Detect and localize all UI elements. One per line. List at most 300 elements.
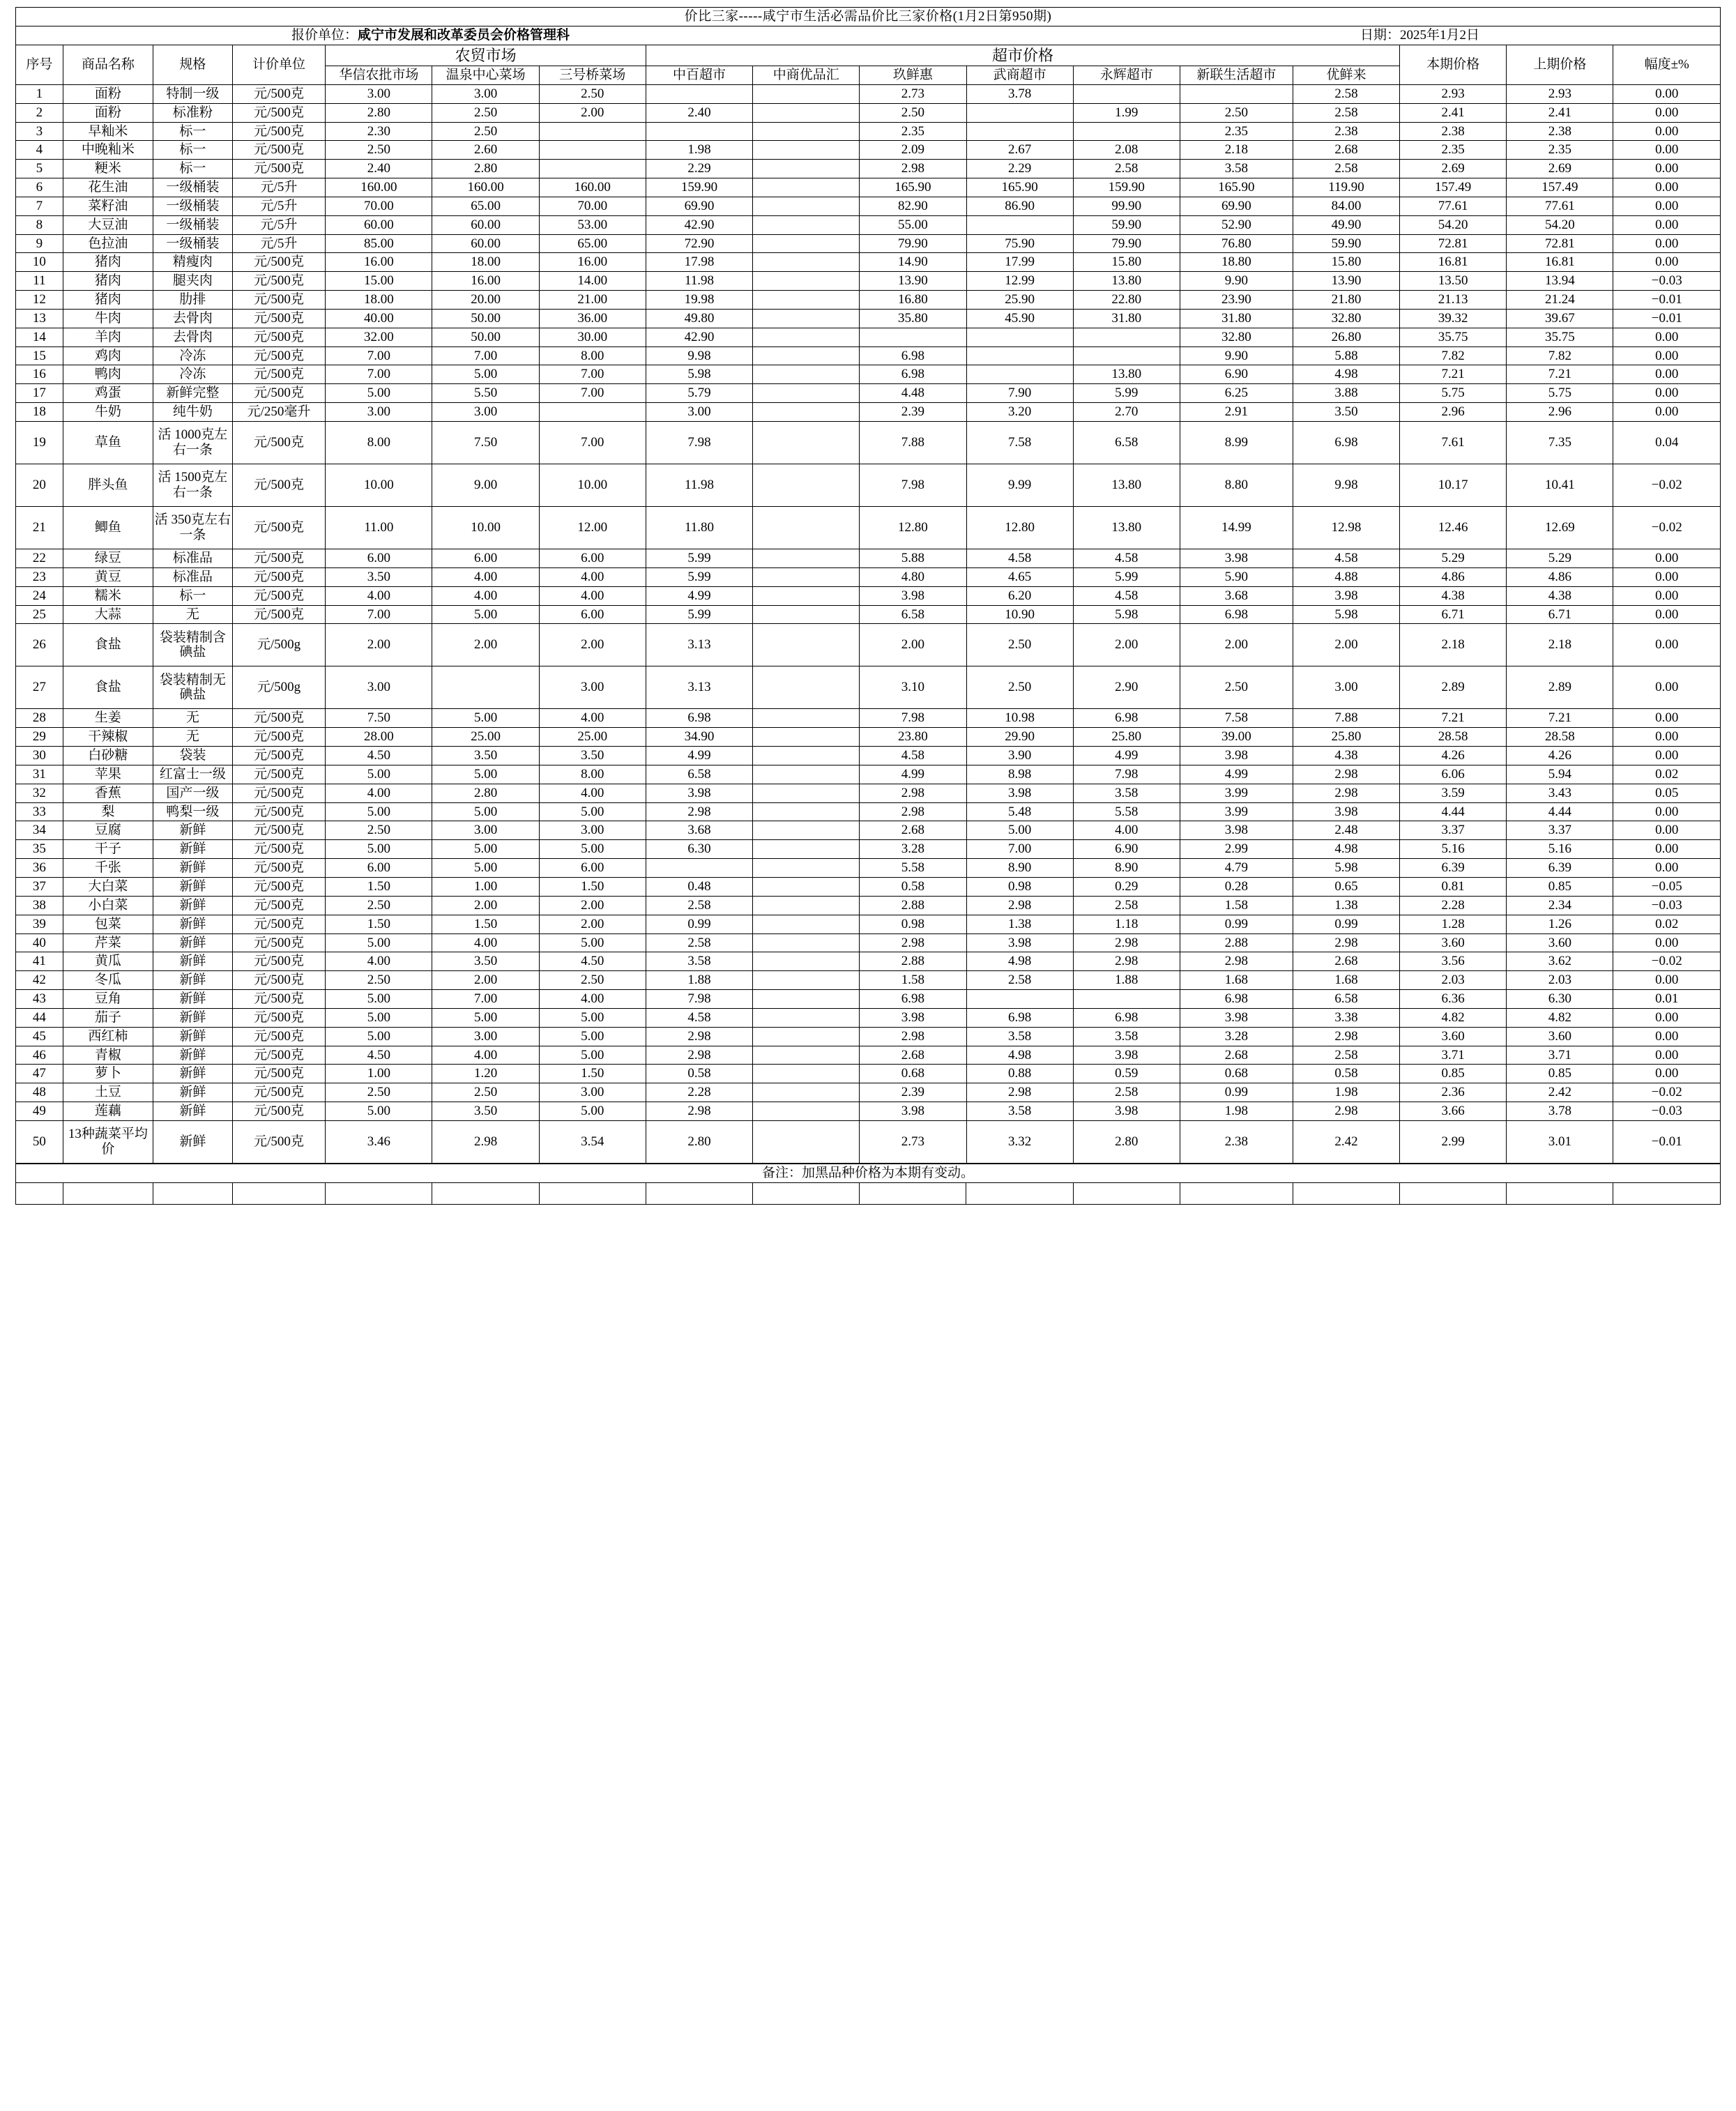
cell-price-vendor-6: 7.00 <box>966 840 1073 859</box>
cell-price-vendor-6: 3.20 <box>966 403 1073 422</box>
cell-price-vendor-7: 8.90 <box>1073 859 1180 878</box>
cell-previous-price: 72.81 <box>1507 234 1613 253</box>
table-row <box>16 1102 1721 1121</box>
cell-index: 39 <box>16 915 63 933</box>
cell-price-vendor-5: 5.58 <box>860 859 966 878</box>
cell-price-vendor-4 <box>753 859 860 878</box>
cell-price-vendor-3: 3.98 <box>646 784 752 802</box>
cell-current-price: 0.85 <box>1400 1065 1507 1083</box>
cell-price-vendor-2: 30.00 <box>539 328 646 346</box>
cell-price-vendor-6: 6.98 <box>966 1008 1073 1027</box>
cell-price-vendor-1: 10.00 <box>432 507 539 549</box>
cell-spec: 新鲜 <box>153 1046 232 1065</box>
cell-price-vendor-5: 12.80 <box>860 507 966 549</box>
cell-index: 49 <box>16 1102 63 1121</box>
cell-unit: 元/500克 <box>232 952 326 971</box>
cell-price-vendor-3: 2.58 <box>646 896 752 915</box>
cell-price-vendor-3 <box>646 84 752 103</box>
cell-price-vendor-5: 4.80 <box>860 567 966 586</box>
cell-unit: 元/500克 <box>232 160 326 178</box>
header-vendor-9: 优鲜来 <box>1293 66 1399 84</box>
table-row <box>16 422 1721 464</box>
cell-current-price: 3.56 <box>1400 952 1507 971</box>
cell-price-vendor-5: 4.58 <box>860 747 966 765</box>
cell-price-vendor-3: 0.48 <box>646 877 752 896</box>
cell-price-vendor-2: 3.50 <box>539 747 646 765</box>
cell-index: 31 <box>16 765 63 784</box>
cell-change-rate: 0.00 <box>1613 747 1721 765</box>
cell-price-vendor-2: 4.00 <box>539 709 646 728</box>
table-row <box>16 384 1721 403</box>
cell-spec: 标一 <box>153 141 232 160</box>
cell-change-rate: 0.00 <box>1613 624 1721 666</box>
cell-price-vendor-8: 8.99 <box>1180 422 1293 464</box>
cell-price-vendor-6: 7.58 <box>966 422 1073 464</box>
cell-price-vendor-0: 5.00 <box>326 802 432 821</box>
cell-price-vendor-7: 1.88 <box>1073 971 1180 990</box>
cell-price-vendor-6 <box>966 215 1073 234</box>
cell-price-vendor-2: 3.54 <box>539 1120 646 1163</box>
cell-price-vendor-1: 2.98 <box>432 1120 539 1163</box>
cell-change-rate: 0.00 <box>1613 567 1721 586</box>
cell-price-vendor-2: 1.50 <box>539 877 646 896</box>
cell-price-vendor-0: 5.00 <box>326 765 432 784</box>
cell-current-price: 77.61 <box>1400 197 1507 215</box>
cell-price-vendor-2: 5.00 <box>539 933 646 952</box>
cell-spec: 新鲜 <box>153 1008 232 1027</box>
cell-price-vendor-7: 6.98 <box>1073 1008 1180 1027</box>
cell-price-vendor-2: 70.00 <box>539 197 646 215</box>
cell-spec: 纯牛奶 <box>153 403 232 422</box>
cell-price-vendor-9: 2.38 <box>1293 122 1399 141</box>
cell-price-vendor-3: 9.98 <box>646 346 752 365</box>
cell-price-vendor-5: 55.00 <box>860 215 966 234</box>
cell-price-vendor-6: 3.58 <box>966 1102 1073 1121</box>
cell-price-vendor-3: 7.98 <box>646 990 752 1009</box>
cell-price-vendor-3: 5.98 <box>646 365 752 384</box>
cell-price-vendor-0: 5.00 <box>326 990 432 1009</box>
cell-price-vendor-1: 3.00 <box>432 84 539 103</box>
cell-index: 25 <box>16 605 63 624</box>
cell-previous-price: 3.43 <box>1507 784 1613 802</box>
cell-price-vendor-9: 5.98 <box>1293 859 1399 878</box>
cell-price-vendor-7: 2.98 <box>1073 933 1180 952</box>
cell-price-vendor-3: 19.98 <box>646 291 752 310</box>
cell-price-vendor-9: 1.98 <box>1293 1083 1399 1102</box>
cell-price-vendor-8: 1.98 <box>1180 1102 1293 1121</box>
cell-price-vendor-8: 76.80 <box>1180 234 1293 253</box>
cell-price-vendor-8: 3.98 <box>1180 821 1293 840</box>
cell-previous-price: 77.61 <box>1507 197 1613 215</box>
cell-price-vendor-1: 3.50 <box>432 747 539 765</box>
cell-product-name: 花生油 <box>63 178 153 197</box>
cell-price-vendor-6: 1.38 <box>966 915 1073 933</box>
cell-price-vendor-9: 1.38 <box>1293 896 1399 915</box>
cell-price-vendor-7: 22.80 <box>1073 291 1180 310</box>
cell-change-rate: 0.00 <box>1613 709 1721 728</box>
cell-previous-price: 7.35 <box>1507 422 1613 464</box>
cell-product-name: 包菜 <box>63 915 153 933</box>
cell-change-rate: 0.05 <box>1613 784 1721 802</box>
cell-index: 30 <box>16 747 63 765</box>
cell-product-name: 草鱼 <box>63 422 153 464</box>
cell-unit: 元/500克 <box>232 821 326 840</box>
cell-price-vendor-9: 3.00 <box>1293 666 1399 709</box>
cell-price-vendor-5: 4.99 <box>860 765 966 784</box>
cell-price-vendor-6: 3.90 <box>966 747 1073 765</box>
cell-current-price: 2.99 <box>1400 1120 1507 1163</box>
cell-change-rate: 0.00 <box>1613 1065 1721 1083</box>
cell-unit: 元/500克 <box>232 1083 326 1102</box>
cell-spec: 冷冻 <box>153 346 232 365</box>
cell-price-vendor-1: 16.00 <box>432 272 539 291</box>
cell-price-vendor-3: 34.90 <box>646 728 752 747</box>
cell-change-rate: 0.00 <box>1613 821 1721 840</box>
cell-spec: 标一 <box>153 586 232 605</box>
cell-price-vendor-3: 159.90 <box>646 178 752 197</box>
table-row <box>16 291 1721 310</box>
cell-index: 10 <box>16 253 63 272</box>
cell-current-price: 3.37 <box>1400 821 1507 840</box>
cell-unit: 元/500克 <box>232 933 326 952</box>
cell-price-vendor-1: 2.00 <box>432 896 539 915</box>
cell-price-vendor-3: 17.98 <box>646 253 752 272</box>
cell-price-vendor-1: 5.00 <box>432 859 539 878</box>
cell-index: 18 <box>16 403 63 422</box>
cell-price-vendor-8: 18.80 <box>1180 253 1293 272</box>
cell-price-vendor-5: 82.90 <box>860 197 966 215</box>
cell-current-price: 39.32 <box>1400 309 1507 328</box>
cell-change-rate: −0.02 <box>1613 464 1721 507</box>
cell-price-vendor-3: 5.99 <box>646 549 752 568</box>
cell-current-price: 2.93 <box>1400 84 1507 103</box>
cell-price-vendor-8: 3.99 <box>1180 784 1293 802</box>
cell-price-vendor-3: 2.58 <box>646 933 752 952</box>
cell-current-price: 2.69 <box>1400 160 1507 178</box>
cell-previous-price: 7.21 <box>1507 365 1613 384</box>
cell-current-price: 3.66 <box>1400 1102 1507 1121</box>
cell-price-vendor-4 <box>753 821 860 840</box>
table-row <box>16 365 1721 384</box>
cell-price-vendor-9: 84.00 <box>1293 197 1399 215</box>
cell-unit: 元/5升 <box>232 234 326 253</box>
cell-spec: 去骨肉 <box>153 309 232 328</box>
cell-price-vendor-1: 160.00 <box>432 178 539 197</box>
cell-price-vendor-2: 4.00 <box>539 990 646 1009</box>
cell-price-vendor-4 <box>753 709 860 728</box>
cell-price-vendor-1: 65.00 <box>432 197 539 215</box>
cell-price-vendor-7: 2.08 <box>1073 141 1180 160</box>
cell-unit: 元/500克 <box>232 141 326 160</box>
cell-price-vendor-6: 5.48 <box>966 802 1073 821</box>
cell-spec: 新鲜 <box>153 821 232 840</box>
cell-price-vendor-8: 6.25 <box>1180 384 1293 403</box>
cell-price-vendor-9: 2.58 <box>1293 103 1399 122</box>
cell-price-vendor-0: 1.50 <box>326 877 432 896</box>
cell-price-vendor-1: 2.50 <box>432 1083 539 1102</box>
cell-price-vendor-2 <box>539 160 646 178</box>
cell-current-price: 2.38 <box>1400 122 1507 141</box>
cell-price-vendor-3: 2.40 <box>646 103 752 122</box>
cell-change-rate: 0.00 <box>1613 728 1721 747</box>
cell-price-vendor-5: 2.98 <box>860 160 966 178</box>
cell-price-vendor-4 <box>753 464 860 507</box>
cell-price-vendor-7: 79.90 <box>1073 234 1180 253</box>
cell-price-vendor-4 <box>753 234 860 253</box>
cell-price-vendor-8: 0.28 <box>1180 877 1293 896</box>
cell-price-vendor-6: 8.90 <box>966 859 1073 878</box>
cell-unit: 元/500克 <box>232 586 326 605</box>
cell-price-vendor-5: 3.98 <box>860 586 966 605</box>
cell-price-vendor-8: 2.88 <box>1180 933 1293 952</box>
blank-cell <box>16 1182 63 1204</box>
date-value: 2025年1月2日 <box>1399 27 1479 43</box>
cell-unit: 元/500克 <box>232 384 326 403</box>
cell-price-vendor-5: 2.50 <box>860 103 966 122</box>
cell-product-name: 豆腐 <box>63 821 153 840</box>
cell-price-vendor-3: 11.98 <box>646 272 752 291</box>
cell-price-vendor-9: 13.90 <box>1293 272 1399 291</box>
cell-spec: 冷冻 <box>153 365 232 384</box>
cell-price-vendor-7: 4.00 <box>1073 821 1180 840</box>
cell-unit: 元/500克 <box>232 1008 326 1027</box>
cell-price-vendor-5: 2.73 <box>860 84 966 103</box>
cell-price-vendor-2: 6.00 <box>539 605 646 624</box>
cell-product-name: 萝卜 <box>63 1065 153 1083</box>
cell-product-name: 白砂糖 <box>63 747 153 765</box>
cell-current-price: 13.50 <box>1400 272 1507 291</box>
cell-price-vendor-2: 7.00 <box>539 365 646 384</box>
cell-price-vendor-5: 6.58 <box>860 605 966 624</box>
cell-price-vendor-4 <box>753 403 860 422</box>
cell-price-vendor-2: 5.00 <box>539 1102 646 1121</box>
table-row <box>16 802 1721 821</box>
cell-price-vendor-6: 5.00 <box>966 821 1073 840</box>
cell-price-vendor-7: 2.80 <box>1073 1120 1180 1163</box>
cell-price-vendor-7: 2.00 <box>1073 624 1180 666</box>
cell-index: 21 <box>16 507 63 549</box>
cell-price-vendor-2: 160.00 <box>539 178 646 197</box>
table-row <box>16 709 1721 728</box>
cell-previous-price: 6.30 <box>1507 990 1613 1009</box>
cell-price-vendor-7: 5.99 <box>1073 567 1180 586</box>
cell-unit: 元/500克 <box>232 507 326 549</box>
cell-price-vendor-8: 6.90 <box>1180 365 1293 384</box>
cell-price-vendor-6: 2.29 <box>966 160 1073 178</box>
table-row <box>16 122 1721 141</box>
table-row <box>16 403 1721 422</box>
cell-change-rate: 0.00 <box>1613 586 1721 605</box>
cell-price-vendor-0: 6.00 <box>326 859 432 878</box>
cell-previous-price: 5.94 <box>1507 765 1613 784</box>
table-row <box>16 197 1721 215</box>
cell-spec: 新鲜 <box>153 952 232 971</box>
table-row <box>16 1065 1721 1083</box>
cell-price-vendor-4 <box>753 384 860 403</box>
cell-price-vendor-7: 1.99 <box>1073 103 1180 122</box>
cell-price-vendor-0: 5.00 <box>326 933 432 952</box>
cell-price-vendor-3: 5.79 <box>646 384 752 403</box>
cell-product-name: 13种蔬菜平均价 <box>63 1120 153 1163</box>
cell-price-vendor-6 <box>966 328 1073 346</box>
cell-current-price: 6.36 <box>1400 990 1507 1009</box>
cell-product-name: 豆角 <box>63 990 153 1009</box>
cell-previous-price: 2.93 <box>1507 84 1613 103</box>
table-row <box>16 859 1721 878</box>
cell-price-vendor-0: 16.00 <box>326 253 432 272</box>
cell-price-vendor-1: 50.00 <box>432 309 539 328</box>
cell-price-vendor-4 <box>753 624 860 666</box>
cell-index: 3 <box>16 122 63 141</box>
cell-current-price: 2.96 <box>1400 403 1507 422</box>
cell-previous-price: 2.69 <box>1507 160 1613 178</box>
cell-index: 14 <box>16 328 63 346</box>
cell-price-vendor-7: 31.80 <box>1073 309 1180 328</box>
cell-price-vendor-4 <box>753 784 860 802</box>
cell-price-vendor-0: 7.00 <box>326 605 432 624</box>
cell-price-vendor-8: 2.99 <box>1180 840 1293 859</box>
cell-product-name: 茄子 <box>63 1008 153 1027</box>
cell-price-vendor-2: 3.00 <box>539 666 646 709</box>
cell-index: 22 <box>16 549 63 568</box>
cell-change-rate: 0.00 <box>1613 84 1721 103</box>
cell-spec: 新鲜 <box>153 990 232 1009</box>
cell-previous-price: 3.60 <box>1507 933 1613 952</box>
document-subtitle <box>16 26 1721 45</box>
cell-price-vendor-5: 3.10 <box>860 666 966 709</box>
cell-price-vendor-2 <box>539 122 646 141</box>
cell-previous-price: 54.20 <box>1507 215 1613 234</box>
cell-index: 50 <box>16 1120 63 1163</box>
cell-change-rate: 0.00 <box>1613 234 1721 253</box>
cell-price-vendor-1: 5.00 <box>432 840 539 859</box>
cell-index: 5 <box>16 160 63 178</box>
cell-unit: 元/500克 <box>232 605 326 624</box>
cell-index: 40 <box>16 933 63 952</box>
cell-price-vendor-4 <box>753 122 860 141</box>
cell-change-rate: 0.04 <box>1613 422 1721 464</box>
cell-price-vendor-9: 3.98 <box>1293 802 1399 821</box>
cell-price-vendor-0: 1.00 <box>326 1065 432 1083</box>
header-previous-price: 上期价格 <box>1507 45 1613 84</box>
blank-cell <box>232 1182 326 1204</box>
cell-price-vendor-8: 1.58 <box>1180 896 1293 915</box>
cell-price-vendor-2: 5.00 <box>539 840 646 859</box>
cell-index: 27 <box>16 666 63 709</box>
cell-price-vendor-6: 2.67 <box>966 141 1073 160</box>
cell-price-vendor-5: 2.00 <box>860 624 966 666</box>
cell-price-vendor-6: 10.98 <box>966 709 1073 728</box>
cell-index: 28 <box>16 709 63 728</box>
cell-price-vendor-4 <box>753 1083 860 1102</box>
table-row <box>16 1008 1721 1027</box>
cell-price-vendor-4 <box>753 1102 860 1121</box>
cell-price-vendor-6: 25.90 <box>966 291 1073 310</box>
cell-price-vendor-7: 4.99 <box>1073 747 1180 765</box>
cell-change-rate: 0.00 <box>1613 365 1721 384</box>
cell-spec: 去骨肉 <box>153 328 232 346</box>
cell-price-vendor-5: 2.68 <box>860 1046 966 1065</box>
cell-price-vendor-6: 4.98 <box>966 952 1073 971</box>
cell-product-name: 糯米 <box>63 586 153 605</box>
cell-price-vendor-8: 39.00 <box>1180 728 1293 747</box>
cell-price-vendor-5: 2.98 <box>860 784 966 802</box>
cell-price-vendor-9: 2.98 <box>1293 1102 1399 1121</box>
table-row <box>16 141 1721 160</box>
cell-change-rate: −0.01 <box>1613 309 1721 328</box>
cell-price-vendor-3: 3.13 <box>646 624 752 666</box>
cell-price-vendor-0: 15.00 <box>326 272 432 291</box>
cell-price-vendor-1: 4.00 <box>432 586 539 605</box>
cell-price-vendor-6: 10.90 <box>966 605 1073 624</box>
cell-price-vendor-5: 35.80 <box>860 309 966 328</box>
cell-current-price: 21.13 <box>1400 291 1507 310</box>
cell-price-vendor-2: 5.00 <box>539 1027 646 1046</box>
cell-previous-price: 5.16 <box>1507 840 1613 859</box>
cell-price-vendor-3: 6.98 <box>646 709 752 728</box>
cell-price-vendor-9: 2.00 <box>1293 624 1399 666</box>
cell-price-vendor-2: 2.00 <box>539 103 646 122</box>
cell-price-vendor-2: 3.00 <box>539 821 646 840</box>
blank-cell <box>153 1182 232 1204</box>
cell-spec: 新鲜 <box>153 971 232 990</box>
cell-spec: 新鲜 <box>153 1065 232 1083</box>
cell-index: 2 <box>16 103 63 122</box>
cell-price-vendor-1: 2.80 <box>432 784 539 802</box>
cell-price-vendor-6: 2.98 <box>966 896 1073 915</box>
cell-price-vendor-3 <box>646 859 752 878</box>
cell-previous-price: 4.44 <box>1507 802 1613 821</box>
cell-price-vendor-0: 5.00 <box>326 840 432 859</box>
header-vendor-7: 永辉超市 <box>1073 66 1180 84</box>
cell-price-vendor-2: 53.00 <box>539 215 646 234</box>
cell-spec: 标准粉 <box>153 103 232 122</box>
cell-price-vendor-5: 2.98 <box>860 1027 966 1046</box>
header-vendor-6: 武商超市 <box>966 66 1073 84</box>
header-unit: 计价单位 <box>232 45 326 84</box>
cell-price-vendor-0: 32.00 <box>326 328 432 346</box>
cell-price-vendor-0: 1.50 <box>326 915 432 933</box>
cell-unit: 元/500克 <box>232 1046 326 1065</box>
table-row <box>16 990 1721 1009</box>
cell-unit: 元/500g <box>232 624 326 666</box>
cell-price-vendor-8: 2.35 <box>1180 122 1293 141</box>
cell-price-vendor-9: 1.68 <box>1293 971 1399 990</box>
cell-price-vendor-5: 165.90 <box>860 178 966 197</box>
cell-price-vendor-5: 0.98 <box>860 915 966 933</box>
cell-product-name: 牛肉 <box>63 309 153 328</box>
cell-price-vendor-6: 4.98 <box>966 1046 1073 1065</box>
cell-price-vendor-9: 4.98 <box>1293 365 1399 384</box>
cell-price-vendor-8: 3.98 <box>1180 1008 1293 1027</box>
cell-price-vendor-8: 3.58 <box>1180 160 1293 178</box>
cell-price-vendor-7 <box>1073 990 1180 1009</box>
cell-price-vendor-0: 7.50 <box>326 709 432 728</box>
cell-index: 47 <box>16 1065 63 1083</box>
cell-spec: 标准品 <box>153 549 232 568</box>
cell-price-vendor-3: 2.98 <box>646 802 752 821</box>
cell-price-vendor-9: 2.98 <box>1293 933 1399 952</box>
cell-price-vendor-2: 21.00 <box>539 291 646 310</box>
cell-product-name: 冬瓜 <box>63 971 153 990</box>
cell-price-vendor-0: 2.00 <box>326 624 432 666</box>
cell-previous-price: 4.82 <box>1507 1008 1613 1027</box>
cell-product-name: 中晚籼米 <box>63 141 153 160</box>
cell-price-vendor-8: 52.90 <box>1180 215 1293 234</box>
document-title: 价比三家-----咸宁市生活必需品价比三家价格(1月2日第950期) <box>16 8 1721 26</box>
cell-index: 23 <box>16 567 63 586</box>
cell-price-vendor-8: 0.68 <box>1180 1065 1293 1083</box>
